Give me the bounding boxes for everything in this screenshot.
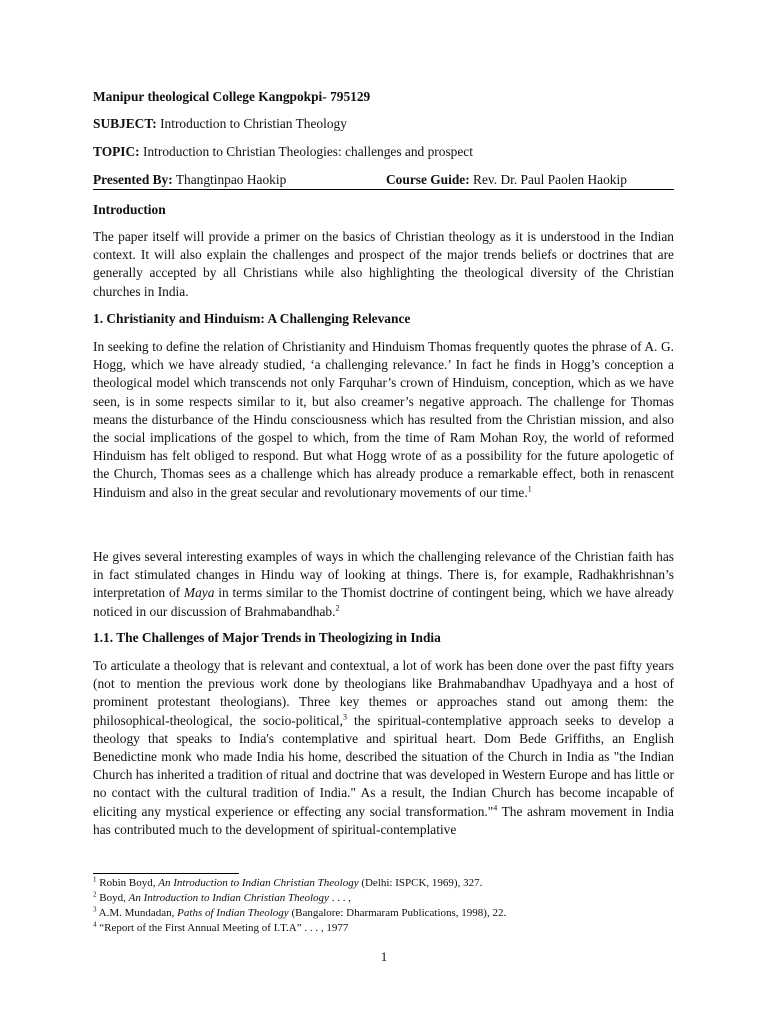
section1-para1-text: In seeking to define the relation of Christianity and Hinduism Thomas frequently quotes the phrase of A. G. Hogg, which we have already studied, ‘a challenging relevance.’ In fact he finds in Hogg’s conception a theological model which transcends not only Farquhar’s crown of Hinduism, conception, which as we have seen, is in some respects similar to it, but also creamer’s negative approach. The challenge for Thomas means the disturbance of the Hindu consciousness which has resulted from the Christian mission, and also the social implications of the gospel to which, from the time of Ram Mohan Roy, the world of reformed Hinduism has felt obliged to respond. But what Hogg wrote of as a possibility for the future apologetic of the Church, Thomas sees as a challenge which has already produce a remarkable effect, both in renascent Hinduism and also in the great secular and revolutionary movements of our time.: [93, 339, 674, 500]
footnote-4: [93, 922, 348, 935]
footnote-2-num: 2: [93, 890, 97, 899]
footnote-ref-1: 1: [527, 484, 532, 494]
section11-text-a: To articulate a theology that is relevant and contextual, a lot of work has been done over the past fifty years (not to mention the previous work done by theologians like Brahmabandhav Upadhyaya and a host of prominent protestant theologians). Three key themes or approaches stand out among them: the philosophical-theological, the socio-political,: [93, 658, 674, 728]
subject-label: SUBJECT:: [93, 116, 157, 131]
footnote-4-num: 4: [93, 920, 97, 929]
footnote-3-post: (Bangalore: Dharmaram Publications, 1998), 22.: [288, 907, 507, 919]
section11-text-c: The ashram movement in India has contributed much to the development of spiritual-contemplative: [93, 803, 675, 837]
topic-value: Introduction to Christian Theologies: challenges and prospect: [139, 144, 473, 159]
intro-paragraph: The paper itself will provide a primer on the basics of Christian theology as it is understood in the Indian context. It will also explain the challenges and prospect of the major trends beliefs or doctrines that are generally accepted by all Christians while also highlighting the theological diversity of the Christian churches in India.: [93, 229, 674, 299]
footnote-3: [93, 907, 506, 920]
subject-value: Introduction to Christian Theology: [156, 116, 347, 131]
intro-heading: Introduction: [93, 202, 166, 217]
footnote-4-pre: “Report of the First Annual Meeting of I.T.A” . . . , 1977: [96, 922, 349, 934]
section1-heading: 1. Christianity and Hinduism: A Challenging Relevance: [93, 311, 411, 326]
footnote-2-pre: Boyd,: [96, 892, 129, 904]
course-guide: [386, 171, 627, 189]
presented-line: [93, 171, 674, 189]
footnote-3-title: Paths of Indian Theology: [177, 907, 289, 919]
footnote-rule: [93, 873, 239, 874]
footnote-2: [93, 892, 351, 905]
presented-value: Thangtinpao Haokip: [172, 172, 287, 187]
section11-heading: 1.1. The Challenges of Major Trends in Theologizing in India: [93, 630, 441, 645]
footnote-ref-4: 4: [493, 803, 498, 813]
footnote-1-num: 1: [93, 875, 97, 884]
header-rule: [93, 189, 674, 190]
section1-para2-text-a: He gives several interesting examples of ways in which the challenging relevance of the Christian faith has in fact stimulated changes in Hindu way of looking at things. There is, for example, Radhakhrishnan’s interpretation of: [93, 549, 674, 601]
footnote-2-title: An Introduction to Indian Christian Theology: [128, 892, 329, 904]
footnote-ref-2: 2: [335, 603, 340, 613]
footnote-3-pre: A.M. Mundadan,: [96, 907, 178, 919]
page-number: 1: [380, 949, 388, 964]
footnote-1-post: (Delhi: ISPCK, 1969), 327.: [358, 877, 483, 889]
section1-paragraph1: [93, 338, 674, 502]
section11-paragraph: [93, 657, 674, 839]
footnote-1-pre: Robin Boyd,: [96, 877, 159, 889]
college-name: Manipur theological College Kangpokpi- 795129: [93, 89, 371, 104]
footnote-ref-3: 3: [342, 712, 347, 722]
section1-paragraph2: [93, 548, 674, 621]
footnote-1: [93, 877, 482, 890]
guide-label: Course Guide:: [386, 172, 470, 187]
presented-by: [93, 171, 386, 189]
footnote-3-num: 3: [93, 905, 97, 914]
topic-line: [93, 143, 674, 161]
topic-label: TOPIC:: [93, 144, 140, 159]
guide-value: Rev. Dr. Paul Paolen Haokip: [469, 172, 627, 187]
presented-label: Presented By:: [93, 172, 173, 187]
section11-text-b: the spiritual-contemplative approach seeks to develop a theology that speaks to India's contemplative and spiritual heart. Dom Bede Griffiths, an English Benedictine monk who made India his home, described the situation of the Church in India as "the Indian Church has inherited a tradition of ritual and doctrine that was developed in Western Europe and has little or no contact with the cultural tradition of India." As a result, the Indian Church has become incapable of eliciting any mystical experience or effecting any social transformation.": [93, 712, 674, 819]
maya-term: Maya: [183, 585, 215, 601]
footnote-1-title: An Introduction to Indian Christian Theology: [158, 877, 359, 889]
footnote-2-post: . . . ,: [328, 892, 351, 904]
subject-line: [93, 115, 674, 133]
section1-para2-text-b: in terms similar to the Thomist doctrine of contingent being, which we have already noticed in our discussion of Brahmabandhab.: [93, 585, 675, 619]
